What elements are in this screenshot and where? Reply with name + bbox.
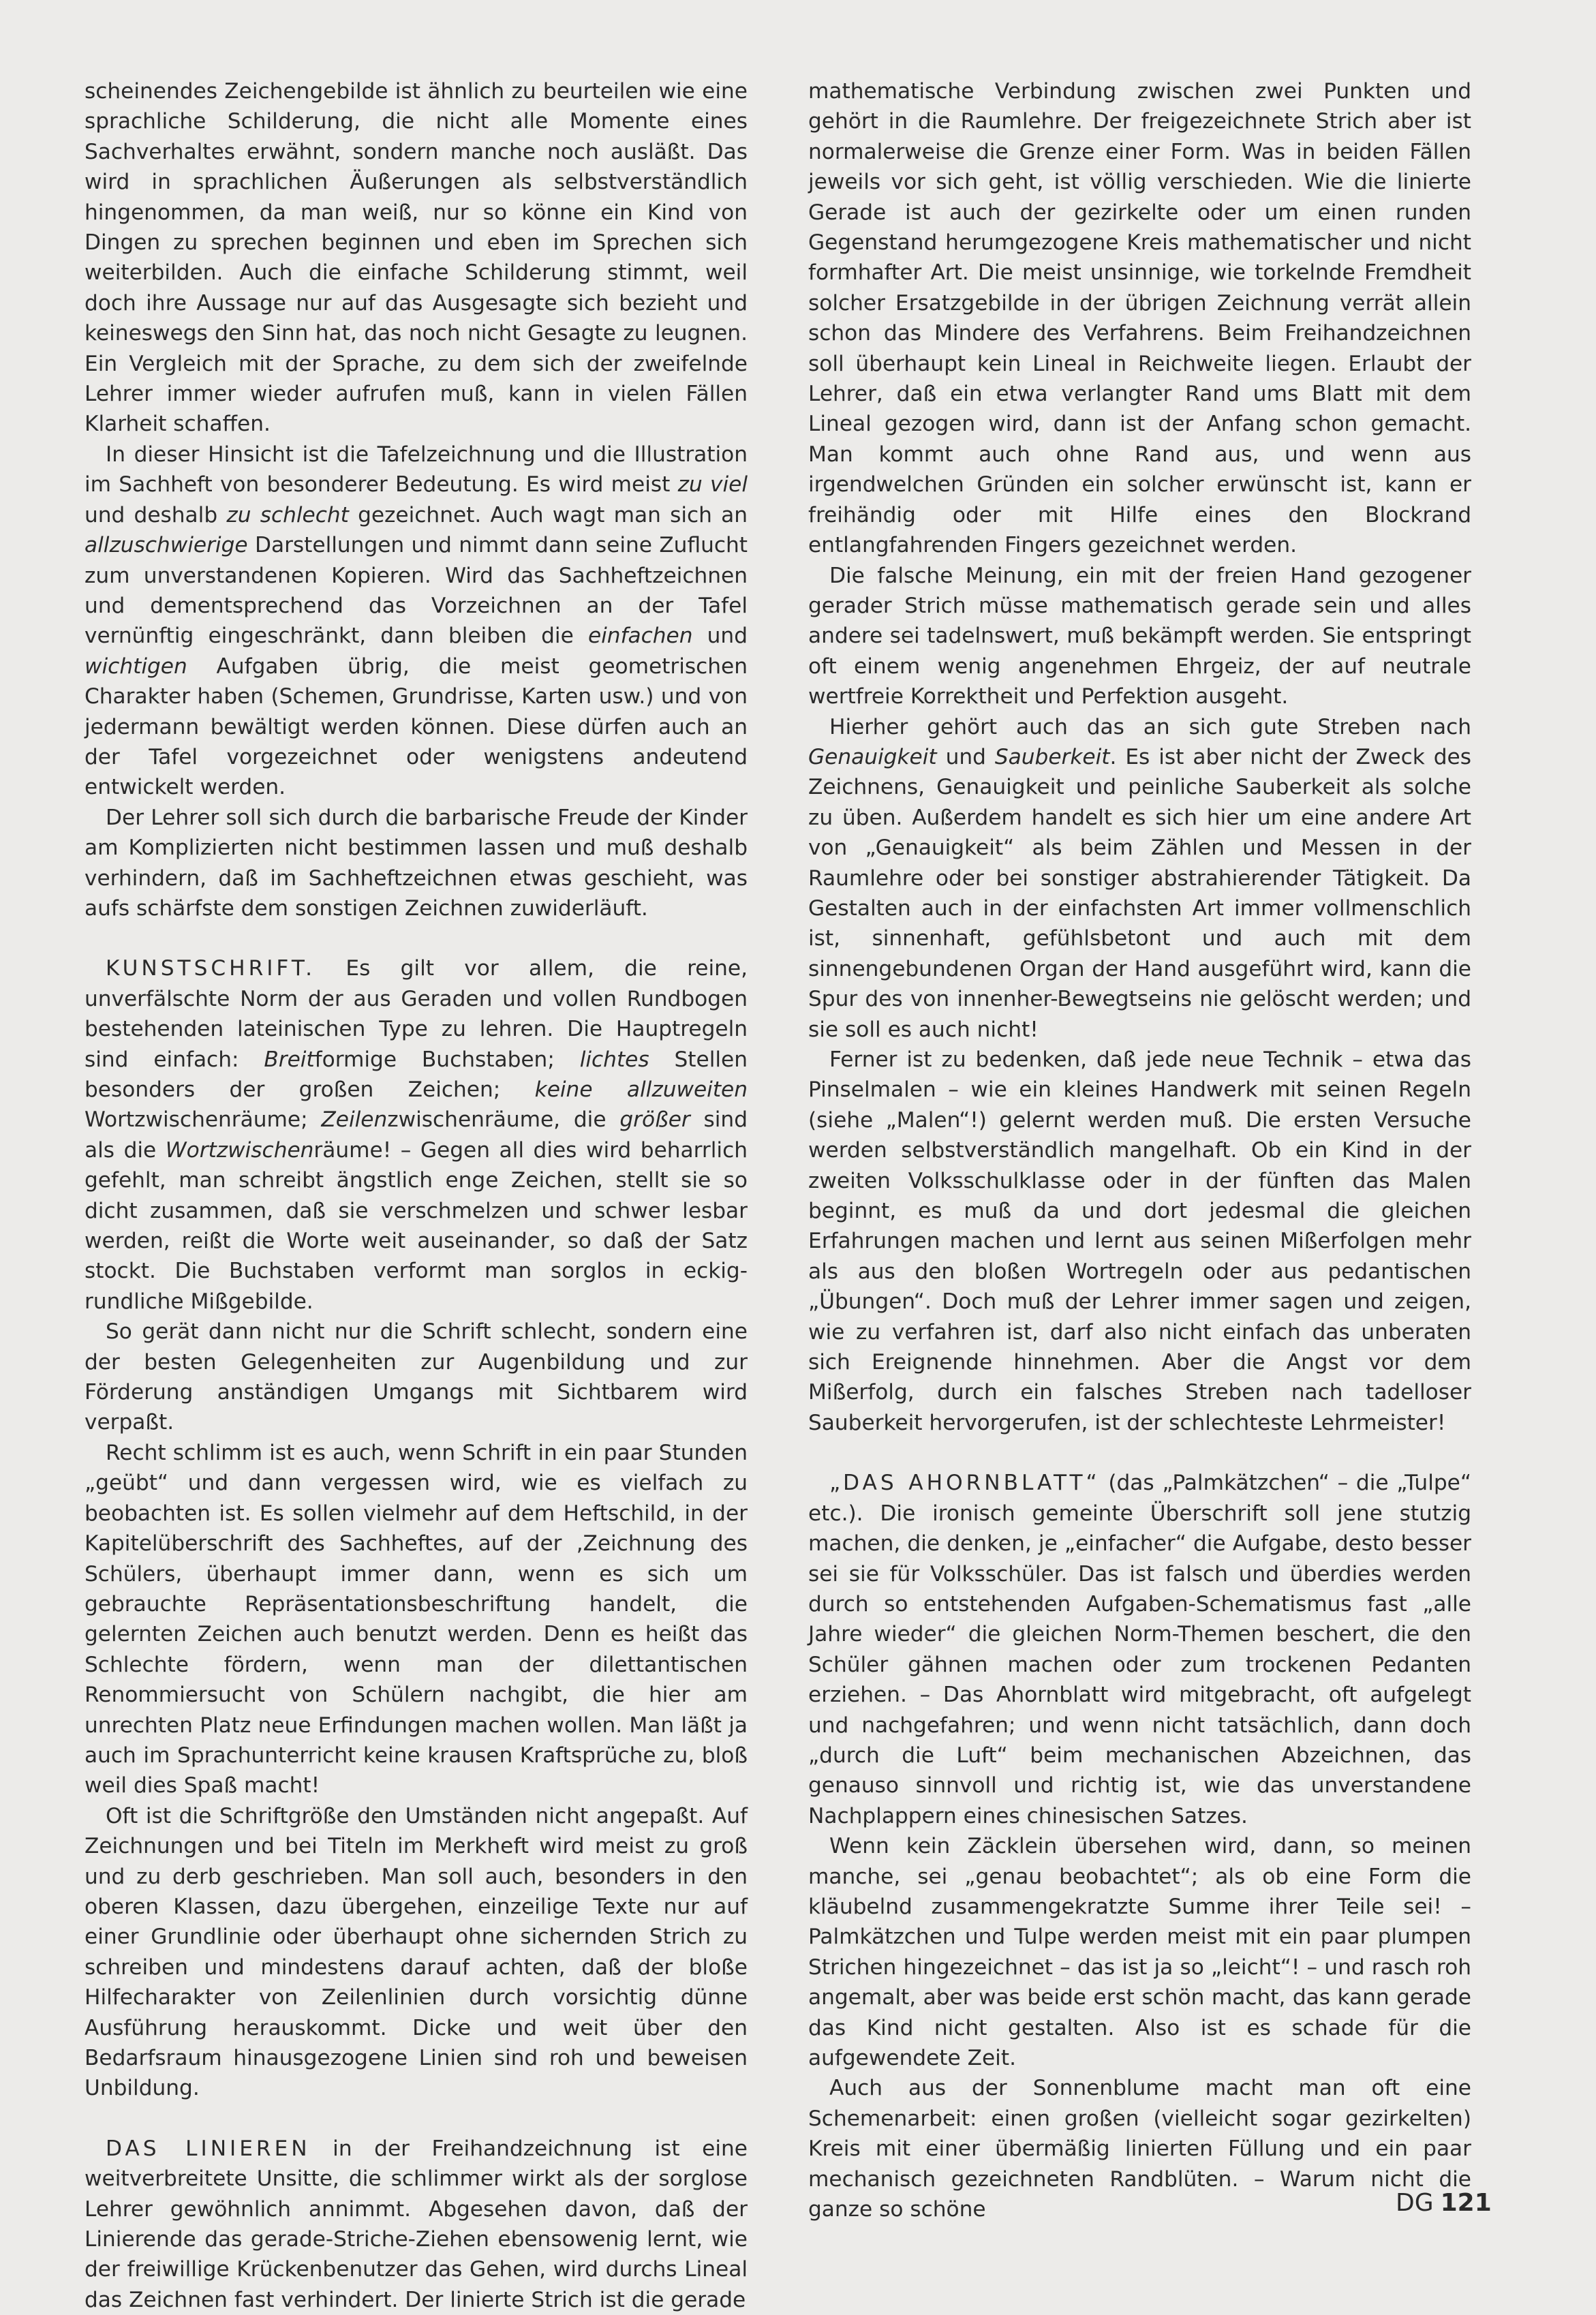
paragraph: Der Lehrer soll sich durch die barbarische Freude der Kinder am Komplizierten nicht bestimmen lassen und muß deshalb verhindern, daß im Sachheftzeichnen etwas geschieht, was aufs schärfste dem sonstigen Zeichnen zuwiderläuft. [85, 805, 748, 921]
paragraph: mathematische Verbindung zwischen zwei Punkten und gehört in die Raumlehre. Der freigezeichnete Strich aber ist normalerweise die Grenze einer Form. Was in beiden Fällen jeweils vor sich geht, ist völlig verschieden. Wie die linierte Gerade ist auch der gezirkelte oder um einen runden Gegenstand herumgezogene Kreis mathematischer und nicht formhafter Art. Die meist unsinnige, wie torkelnde Fremdheit solcher Ersatzgebilde in der übrigen Zeichnung verrät allein schon das Mindere des Verfahrens. Beim Freihandzeichnen soll überhaupt kein Lineal in Reichweite liegen. Erlaubt der Lehrer, daß ein etwa verlangter Rand ums Blatt mit dem Lineal gezogen wird, dann ist der Anfang schon gemacht. Man kommt auch ohne Rand aus, und wenn aus irgendwelchen Gründen ein solcher erwünscht ist, kann er freihändig oder mit Hilfe eines den Blockrand entlangfahrenden Fingers gezeichnet werden. [808, 79, 1471, 558]
left-column [85, 76, 748, 2315]
paragraph: Die falsche Meinung, ein mit der freien Hand gezogener gerader Strich müsse mathematisch gerade sein und alles andere sei tadelnswert, muß bekämpft werden. Sie entspringt oft einem wenig angenehmen Ehrgeiz, der auf neutrale wertfreie Korrektheit und Perfektion ausgeht. [808, 563, 1471, 709]
paragraph: Recht schlimm ist es auch, wenn Schrift in ein paar Stunden „geübt“ und dann vergessen wird, wie es vielfach zu beobachten ist. Es sollen vielmehr auf dem Heftschild, in der Kapitelüberschrift des Sachheftes, auf der ‚Zeichnung des Schülers, überhaupt immer dann, wenn es sich um gebrauchte Repräsentationsbeschriftung handelt, die gelernten Zeichen auch benutzt werden. Denn es heißt das Schlechte fördern, wenn man der dilettantischen Renommiersucht von Schülern nachgibt, die hier am unrechten Platz neue Erfindungen machen wollen. Man läßt ja auch im Sprachunterricht keine krausen Kraftsprüche zu, bloß weil dies Spaß macht! [85, 1440, 748, 1798]
paragraph: Oft ist die Schriftgröße den Umständen nicht angepaßt. Auf Zeichnungen und bei Titeln im Merkheft wird meist zu groß und zu derb geschrieben. Man soll auch, besonders in den oberen Klassen, dazu übergehen, einzeilige Texte nur auf einer Grundlinie oder überhaupt ohne sichernden Strich zu schreiben und mindestens darauf achten, daß der bloße Hilfecharakter von Zeilenlinien durch vorsichtig dünne Ausführung herauskommt. Dicke und weit über den Bedarfsraum hinausgezogene Linien sind roh und beweisen Unbildung. [85, 1803, 748, 2101]
page-footer [1396, 2188, 1492, 2218]
section-heading: KUNSTSCHRIFT. [106, 956, 316, 981]
paragraph: Wenn kein Zäcklein übersehen wird, dann, so meinen manche, sei „genau beobachtet“; als ob eine Form die kläubelnd zusammengekratzte Summe ihrer Teile sei! – Palmkätzchen und Tulpe werden meist mit ein paar plumpen Strichen hingezeichnet – das ist ja so „leicht“! – und rasch roh angemalt, aber was beide erst schön macht, das kann gerade das Kind nicht gestalten. Also ist es schade für die aufgewendete Zeit. [808, 1834, 1471, 2070]
paragraph: Hierher gehört auch das an sich gute Streben nach Genauigkeit und Sauberkeit. Es ist aber nicht der Zweck des Zeichnens, Genauigkeit und peinliche Sauberkeit als solche zu üben. Außerdem handelt es sich hier um eine andere Art von „Genauigkeit“ als beim Zählen und Messen in der Raumlehre oder bei sonstiger abstrahierender Tätigkeit. Da Gestalten auch in der einfachsten Art immer vollmenschlich ist, sinnenhaft, gefühlsbetont und auch mit dem sinnengebundenen Organ der Hand ausgeführt wird, kann die Spur des von innenher-Bewegtseins nie gelöscht werden; und sie soll es auch nicht! [808, 714, 1471, 1042]
page-number: 121 [1440, 2189, 1492, 2217]
paragraph: scheinendes Zeichengebilde ist ähnlich zu beurteilen wie eine sprachliche Schilderung, die nicht alle Momente eines Sachverhaltes erwähnt, sondern manche noch ausläßt. Das wird in sprachlichen Äußerungen als selbstverständlich hingenommen, da man weiß, nur so könne ein Kind von Dingen zu sprechen beginnen und eben im Sprechen sich weiterbilden. Auch die einfache Schilderung stimmt, weil doch ihre Aussage nur auf das Ausgesagte sich bezieht und keineswegs den Sinn hat, das noch nicht Gesagte zu leugnen. Ein Vergleich mit der Sprache, zu dem sich der zweifelnde Lehrer immer wieder aufrufen muß, kann in vielen Fällen Klarheit schaffen. [85, 79, 748, 437]
section-linieren: DAS LINIEREN in der Freihandzeichnung ist eine weitverbreitete Unsitte, die schlimmer wirkt als der sorglose Lehrer gewöhnlich annimmt. Abgesehen davon, daß der Linierende das gerade-Striche-Ziehen ebensowenig lernt, wie der freiwillige Krückenbenutzer das Gehen, wird durchs Lineal das Zeichnen fast verhindert. Der linierte Strich ist die gerade [85, 2136, 748, 2312]
paragraph: Ferner ist zu bedenken, daß jede neue Technik – etwa das Pinselmalen – wie ein kleines Handwerk mit seinen Regeln (siehe „Malen“!) gelernt werden muß. Die ersten Versuche werden selbstverständlich mangelhaft. Ob ein Kind in der zweiten Volksschulklasse oder in der fünften das Malen beginnt, es muß da und dort jedesmal die gleichen Erfahrungen machen und lernt aus seinen Mißerfolgen mehr als aus den bloßen Wortregeln oder aus pedantischen „Übungen“. Doch muß der Lehrer immer sagen und zeigen, wie zu verfahren ist, darf also nicht einfach das unberaten sich Ereignende hinnehmen. Aber die Angst vor dem Mißerfolg, durch ein falsches Streben nach tadelloser Sauberkeit hervorgerufen, ist der schlechteste Lehrmeister! [808, 1047, 1471, 1435]
journal-label: DG [1396, 2189, 1434, 2217]
paragraph: So gerät dann nicht nur die Schrift schlecht, sondern eine der besten Gelegenheiten zur Augenbildung und zur Förderung anständigen Umgangs mit Sichtbarem wird verpaßt. [85, 1319, 748, 1435]
section-heading: DAS LINIEREN [106, 2136, 311, 2161]
section-ahornblatt: „DAS AHORNBLATT“ (das „Palmkätzchen“ – die „Tulpe“ etc.). Die ironisch gemeinte Überschrift soll jene stutzig machen, die denken, je „einfacher“ die Aufgabe, desto besser sei sie für Volksschüler. Das ist falsch und überdies werden durch so entstehenden Aufgaben-Schematismus fast „alle Jahre wieder“ die gleichen Norm-Themen beschert, die den Schüler gähnen machen oder zum trockenen Pedanten erziehen. – Das Ahornblatt wird mitgebracht, oft aufgelegt und nachgefahren; und wenn nicht tatsächlich, dann doch „durch die Luft“ beim mechanischen Abzeichnen, das genauso sinnvoll und richtig ist, wie das unverstandene Nachplappern eines chinesischen Satzes. [808, 1471, 1472, 1828]
right-column [808, 76, 1471, 2224]
section-kunstschrift: KUNSTSCHRIFT. Es gilt vor allem, die reine, unverfälschte Norm der aus Geraden und vollen Rundbogen bestehenden lateinischen Type zu lehren. Die Hauptregeln sind einfach: Breitformige Buchstaben; lichtes Stellen besonders der großen Zeichen; keine allzuweiten Wortzwischenräume; Zeilenzwischenräume, die größer sind als die Wortzwischenräume! – Gegen all dies wird beharrlich gefehlt, man schreibt ängstlich enge Zeichen, stellt sie so dicht zusammen, daß sie verschmelzen und schwer lesbar werden, reißt die Worte weit auseinander, so daß der Satz stockt. Die Buchstaben verformt man sorglos in eckig-rundliche Mißgebilde. [85, 956, 748, 1314]
paragraph: In dieser Hinsicht ist die Tafelzeichnung und die Illustration im Sachheft von besonderer Bedeutung. Es wird meist zu viel und deshalb zu schlecht gezeichnet. Auch wagt man sich an allzuschwierige Darstellungen und nimmt dann seine Zuflucht zum unverstandenen Kopieren. Wird das Sachheftzeichnen und dementsprechend das Vorzeichnen an der Tafel vernünftig eingeschränkt, dann bleiben die einfachen und wichtigen Aufgaben übrig, die meist geometrischen Charakter haben (Schemen, Grundrisse, Karten usw.) und von jedermann bewältigt werden können. Diese dürfen auch an der Tafel vorgezeichnet oder wenigstens andeutend entwickelt werden. [85, 442, 748, 800]
section-heading: „DAS AHORNBLATT“ [829, 1471, 1101, 1496]
paragraph: Auch aus der Sonnenblume macht man oft eine Schemenarbeit: einen großen (vielleicht sogar gezirkelten) Kreis mit einer übermäßig linierten Füllung und ein paar mechanisch gezeichneten Randblüten. – Warum nicht die ganze so schöne [808, 2076, 1471, 2222]
